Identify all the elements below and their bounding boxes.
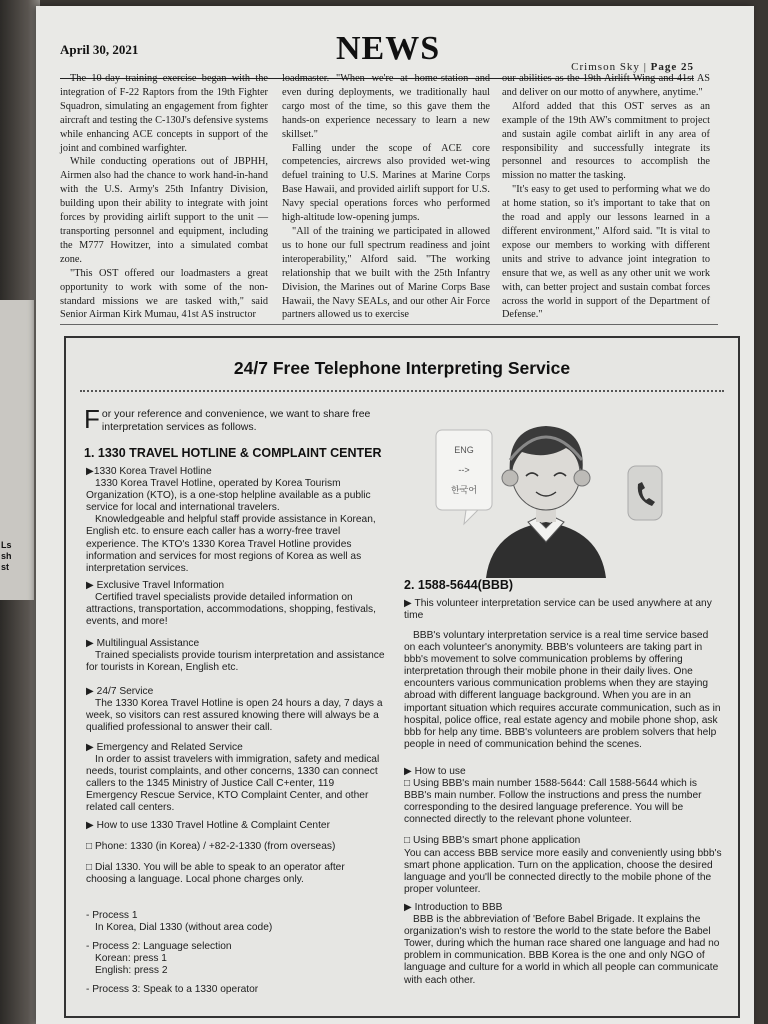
process-block (86, 910, 386, 997)
article-paragraph: "It's easy to get used to performing what we do at home station, so it's important to take that on the road and apply our lessons learned in a different environment," Alford said. "It is vital to expose our members to working with different units and strive to advance joint integration to ensure that we, as well as any other unit we work with, can better project and sustain combat forces across the world in support of the Department of Defense." (502, 184, 710, 321)
fragment-line: Ls (1, 540, 12, 550)
publication-name: Crimson Sky (571, 61, 640, 73)
bbb-body-text: BBB's voluntary interpretation service is a real time service based on each volunteer's anonymity. BBB's volunteers are taking part in bbb's movement to solve communication problems by offering interpretation through their mobile phone in their daily lives. One encounters various communication problems when they are staying abroad with different language background. When you are in an important situation which requires accurate communication, such as in hospital, police office, real estate agency and mobile phone shop, ask bbb for help any time. BBB's volunteers are problem solvers that help people in need of communication behind the scenes. (404, 630, 721, 750)
article-paragraph: "All of the training we participated in allowed us to hone our full spectrum readiness and joint interoperability," Alford said. "The working relationship that we built with the 25th Infantry Division, the Marines out of Marine Corps Base Hawaii, the Navy SEALs, and our other Air Force partners allowed us to exercise (282, 225, 490, 321)
interpreting-service-ad (64, 336, 740, 1018)
emergency-body: In order to assist travelers with immigration, safety and medical needs, tourist complaints, and other concerns, 1330 can connect callers to the 1345 Ministry of Justice Call C+enter, 119 Emergency Rescue Service, KTO Complaint Center, and other related call centers. (86, 754, 380, 814)
exclusive-title: ▶ Exclusive Travel Information (86, 580, 225, 591)
bubble-korean: 한국어 (450, 486, 478, 496)
bbb-lead (404, 598, 722, 622)
howto-title: ▶ How to use 1330 Travel Hotline & Complaint Center (86, 820, 330, 831)
multilingual-body: Trained specialists provide tourism interpretation and assistance for tourists in Korean, English etc. (86, 650, 385, 674)
process-1-title: - Process 1 (86, 910, 138, 921)
section-1-heading: 1. 1330 TRAVEL HOTLINE & COMPLAINT CENTER (84, 446, 382, 460)
bbb-app-body: You can access BBB service more easily and conveniently using bbb's smart phone application. Turn on the application, choose the desired language and you'll be connected directly to the mobile phone of the proper volunteer. (404, 847, 722, 895)
hotline-body: 1330 Korea Travel Hotline, operated by Korea Tourism Organization (KTO), is a one-stop helpline available as a public service for local and international travelers. (86, 478, 371, 514)
drop-cap: F (84, 404, 100, 434)
fragment-line: sh (1, 551, 12, 561)
service-title: ▶ 24/7 Service (86, 686, 154, 697)
bubble-arrow: --> (458, 465, 470, 475)
bbb-main-number: □ Using BBB's main number 1588-5644: Call 1588-5644 which is BBB's main number. Follow the instructions and press the number corresponding to the desired language preference. You will be connected directly to the relevant phone volunteer. (404, 778, 702, 826)
bbb-howto-block (404, 766, 722, 896)
dotted-divider (80, 390, 724, 392)
hotline-body: Knowledgeable and helpful staff provide assistance in Korean, English etc. to ensure each caller has a worry-free travel experience. The KTO's 1330 Korea Travel Hotline provides information and services for most regions of Korea as well as interpretation services. (86, 514, 376, 574)
process-1-body: In Korea, Dial 1330 (without area code) (95, 922, 273, 934)
bbb-intro-body: BBB is the abbreviation of 'Before Babel Brigade. It explains the organization's wish to restore the world to the state before the Babel Tower, during which the human race shared one language and had no problem in communication. BBB Korea is the one and only NGO of language and culture for a world in which all people can communicate with each other. (404, 914, 720, 986)
bbb-app-title: □ Using BBB's smart phone application (404, 835, 581, 847)
fragment-line: st (1, 562, 10, 572)
article-paragraph: our abilities as the 19th Airlift Wing and 41st AS and deliver on our motto of anywhere, anytime." (502, 73, 710, 98)
hotline-block (86, 466, 386, 575)
section-2-heading: 2. 1588-5644(BBB) (404, 578, 514, 592)
interpreter-person-icon (486, 426, 606, 578)
issue-date: April 30, 2021 (60, 42, 139, 57)
dial-line: □ Dial 1330. You will be able to speak to an operator after choosing a language. Local phone charges only. (86, 862, 345, 886)
service-body: The 1330 Korea Travel Hotline is open 24 hours a day, 7 days a week, so visitors can rest assured knowing there will always be a qualified professional to answer their call. (86, 698, 383, 734)
interpreter-illustration (406, 410, 676, 580)
hotline-title: ▶1330 Korea Travel Hotline (86, 466, 212, 477)
process-2-title: - Process 2: Language selection (86, 941, 232, 953)
article-paragraph: Alford added that this OST serves as an example of the 19th AW's commitment to project and sustain agile combat airlift in any area of responsibility and successfully integrate its personnel and resources to accomplish the mission no matter the tasking. (502, 100, 710, 182)
adjacent-page-text (1, 540, 31, 573)
process-3: - Process 3: Speak to a 1330 operator (86, 984, 259, 996)
phone-line: □ Phone: 1330 (in Korea) / +82-2-1330 (from overseas) (86, 841, 336, 853)
multilingual-block (86, 638, 386, 674)
article-column-3 (502, 72, 710, 322)
exclusive-block (86, 580, 386, 628)
phone-icon (628, 466, 662, 520)
ad-title: 24/7 Free Telephone Interpreting Service (233, 358, 571, 378)
ad-intro (84, 404, 384, 434)
howto-1330-block (86, 820, 386, 886)
multilingual-title: ▶ Multilingual Assistance (86, 638, 200, 649)
article-paragraph: The 10-day training exercise began with the integration of F-22 Raptors from the 19th Fighter Squadron, simulating an engagement from fighter aircraft and testing the C-130J's defensive systems while enhancing ACE concepts in support of the joint and combined warfighter. (60, 73, 268, 154)
publication-info: Crimson Sky | Page 25 (571, 61, 694, 73)
bbb-howto-title: ▶ How to use (404, 766, 466, 777)
exclusive-body: Certified travel specialists provide detailed information on attractions, transportation, accommodations, shopping, festivals, events, and more! (86, 592, 376, 628)
bbb-intro-title: ▶ Introduction to BBB (404, 902, 503, 913)
service-block (86, 686, 386, 734)
bbb-lead-text: ▶ This volunteer interpretation service can be used anywhere at any time (404, 598, 712, 622)
article-column-1 (60, 72, 268, 322)
bubble-eng: ENG (454, 445, 474, 455)
section-title: NEWS (336, 30, 441, 67)
bbb-intro-block (404, 902, 722, 987)
article-paragraph: While conducting operations out of JBPHH, Airmen also had the chance to work hand-in-hand with the U.S. Army's 25th Infantry Division, building upon their ability to integrate with joint forces by providing airlift support to the unit — transporting personnel and equipment, including the M777 Howitzer, into a simulated combat zone. (60, 156, 268, 265)
bbb-body (404, 630, 722, 751)
emergency-block (86, 742, 386, 815)
article-end-rule (60, 324, 718, 325)
emergency-title: ▶ Emergency and Related Service (86, 742, 243, 753)
page-number: Page 25 (650, 61, 694, 73)
process-2-english: English: press 2 (95, 965, 168, 977)
article-paragraph: loadmaster. "When we're at home-station and even during deployments, we traditionally haul cargo most of the time, so this gave them the hands-on experience necessary to learn a new skillset." (282, 73, 490, 140)
process-2-korean: Korean: press 1 (95, 953, 167, 965)
article-column-2 (282, 72, 490, 322)
article-paragraph: Falling under the scope of ACE core competencies, aircrews also provided wet-wing defuel training to U.S. Marines at Marine Corps Base Hawaii, and provided airlift support for U.S. Navy special operations forces who performed high-altitude low-opening jumps. (282, 142, 490, 224)
article-paragraph: "This OST offered our loadmasters a great opportunity to work with some of the non-standard missions we are tasked with," said Senior Airman Kirk Mumau, 41st AS instructor (60, 267, 268, 321)
newspaper-page (36, 6, 754, 1024)
intro-text: or your reference and convenience, we want to share free interpretation services as follows. (101, 408, 371, 433)
